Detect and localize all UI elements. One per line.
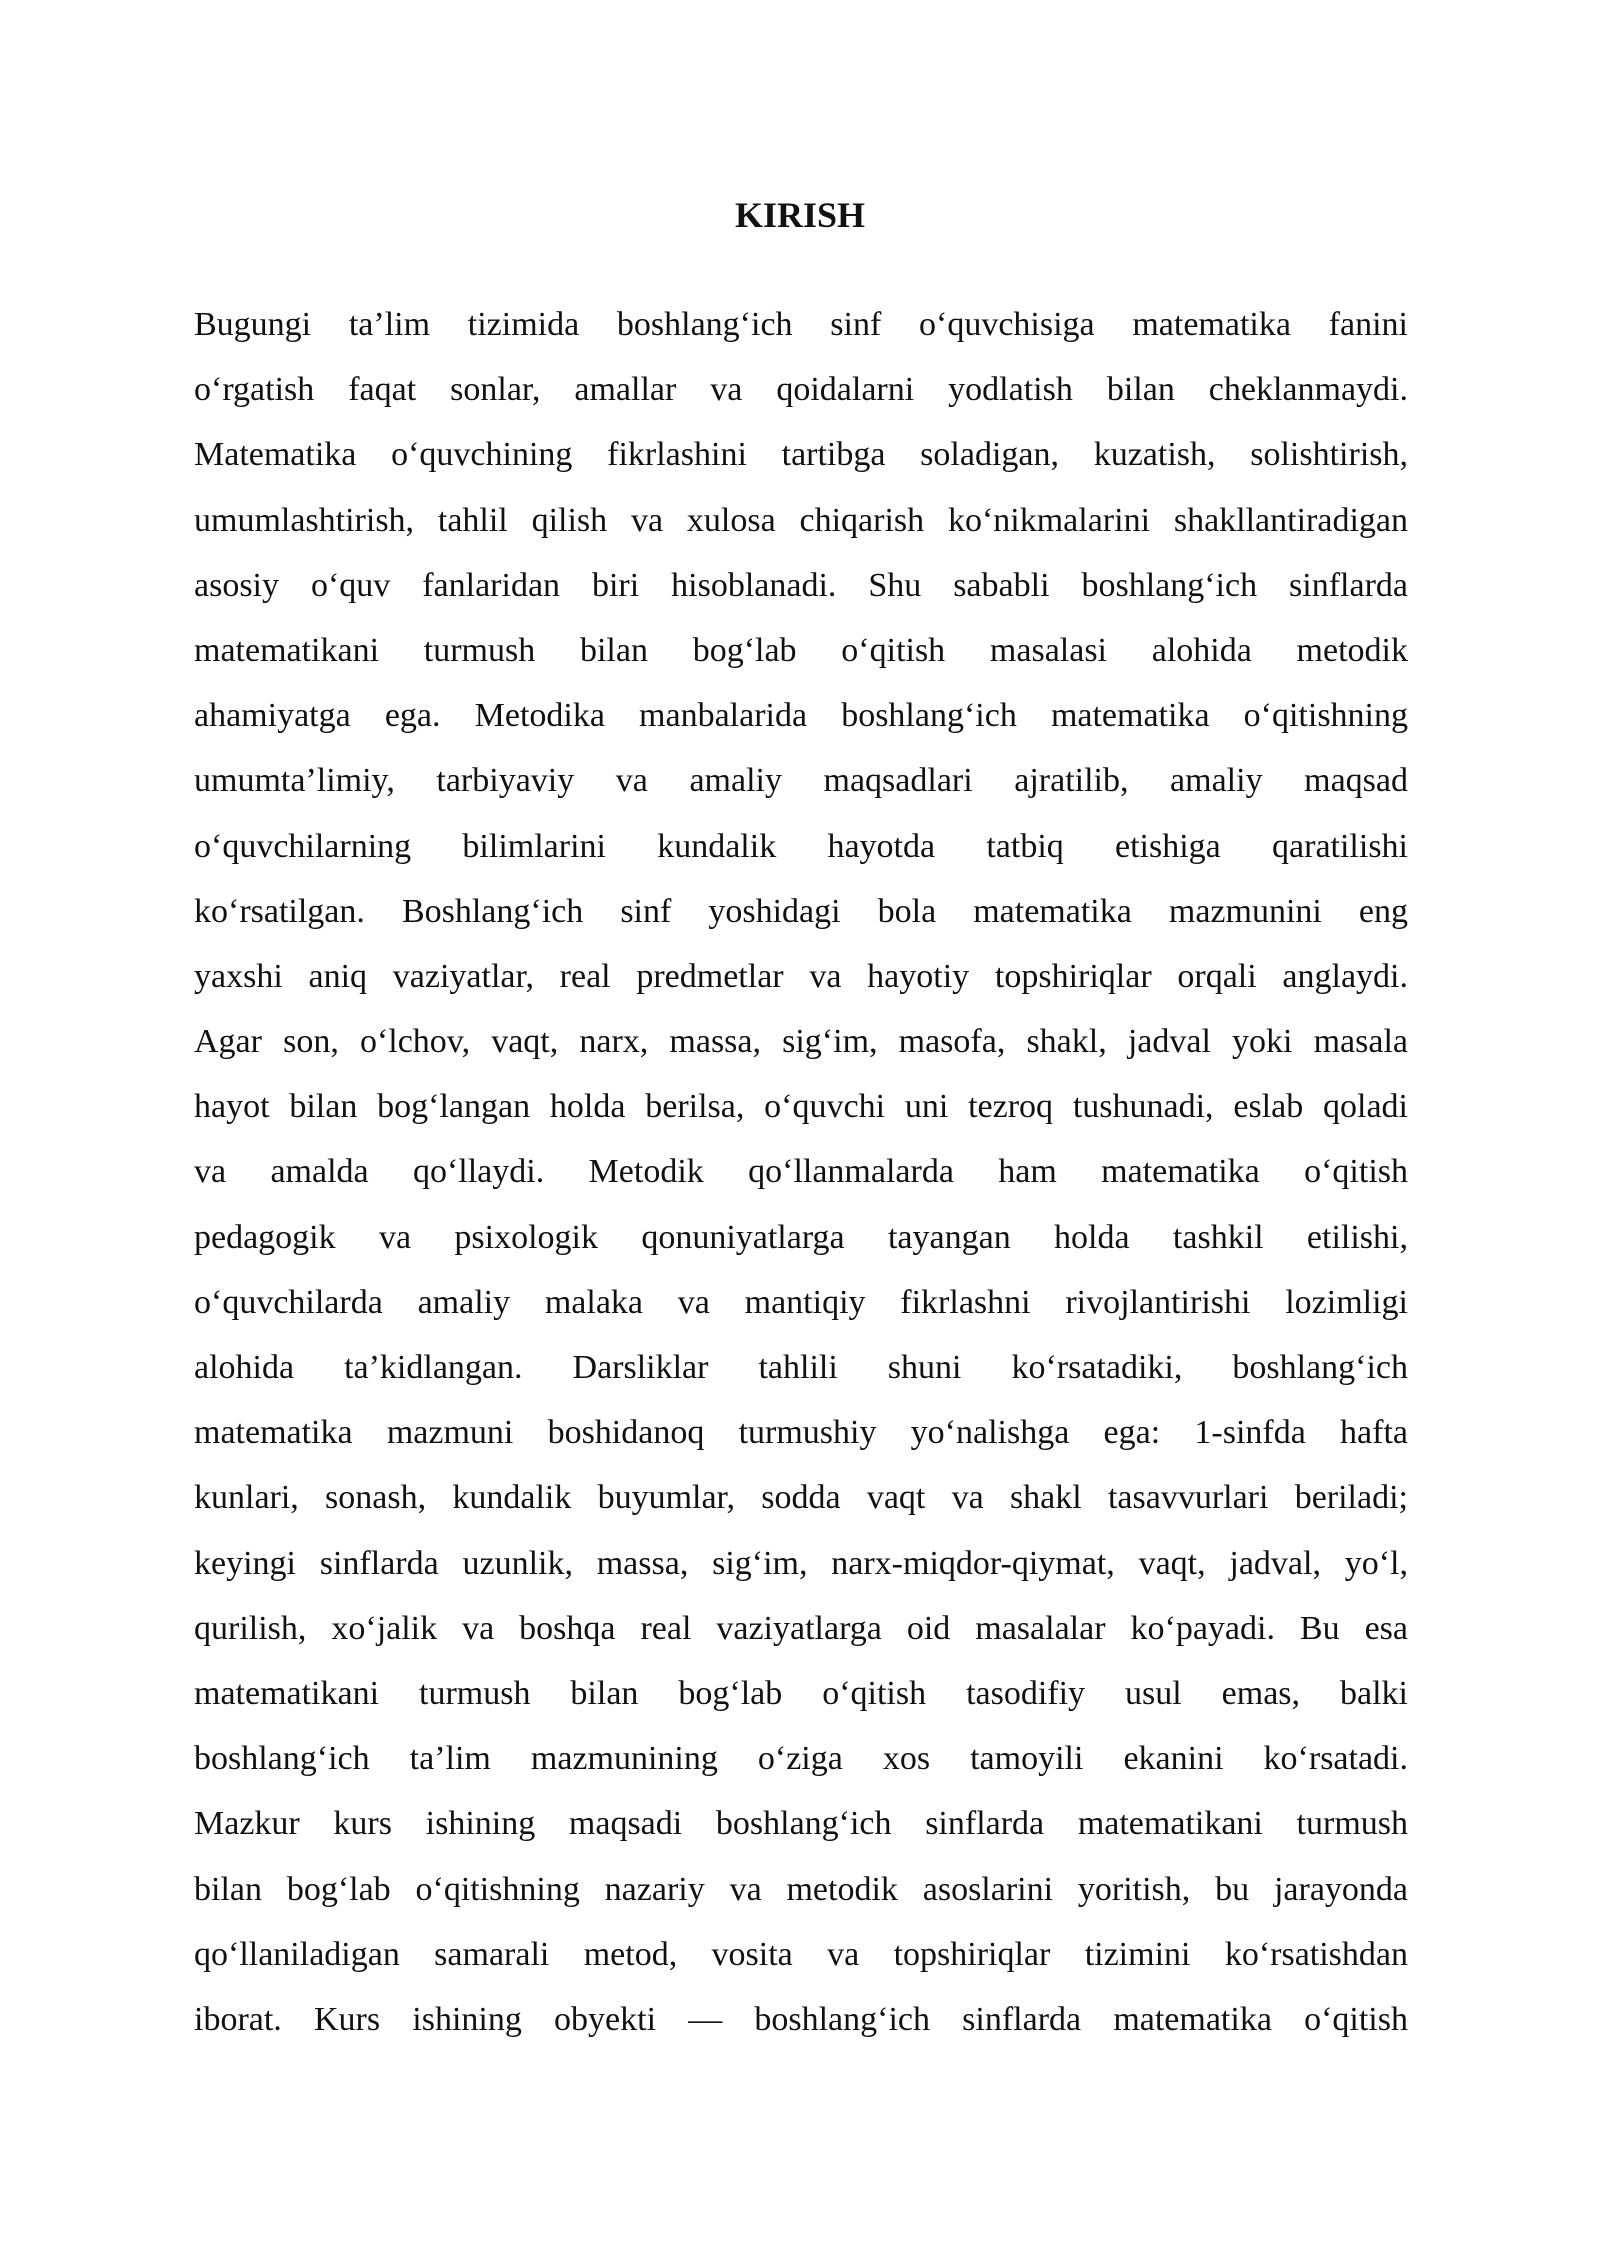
text-line: boshlang‘ich ta’lim mazmunining o‘ziga xos tamoyili ekanini ko‘rsatadi.	[194, 1740, 1408, 1778]
text-line: yaxshi aniq vaziyatlar, real predmetlar va hayotiy topshiriqlar orqali anglaydi.	[194, 957, 1408, 995]
text-line: Matematika o‘quvchining fikrlashini tartibga soladigan, kuzatish, solishtirish,	[194, 436, 1408, 474]
text-line: Mazkur kurs ishining maqsadi boshlang‘ich sinflarda matematikani turmush	[194, 1805, 1408, 1843]
text-line: iborat. Kurs ishining obyekti — boshlang‘ich sinflarda matematika o‘qitish	[194, 2000, 1408, 2038]
text-line: matematikani turmush bilan bog‘lab o‘qitish masalasi alohida metodik	[194, 631, 1408, 669]
text-line: umumlashtirish, tahlil qilish va xulosa chiqarish ko‘nikmalarini shakllantiradigan	[194, 501, 1408, 539]
text-line: qurilish, xo‘jalik va boshqa real vaziyatlarga oid masalalar ko‘payadi. Bu esa	[194, 1609, 1408, 1647]
text-line: alohida ta’kidlangan. Darsliklar tahlili shuni ko‘rsatadiki, boshlang‘ich	[194, 1349, 1408, 1386]
text-line: o‘quvchilarda amaliy malaka va mantiqiy fikrlashni rivojlantirishi lozimligi	[194, 1283, 1408, 1321]
text-line: ahamiyatga ega. Metodika manbalarida boshlang‘ich matematika o‘qitishning	[194, 697, 1408, 735]
text-line: qo‘llaniladigan samarali metod, vosita va topshiriqlar tizimini ko‘rsatishdan	[194, 1935, 1408, 1973]
text-line: matematika mazmuni boshidanoq turmushiy yo‘nalishga ega: 1-sinfda hafta	[194, 1414, 1408, 1452]
text-line: ko‘rsatilgan. Boshlang‘ich sinf yoshidagi bola matematika mazmunini eng	[194, 892, 1408, 930]
page-title: KIRISH	[734, 195, 866, 235]
text-line: Bugungi ta’lim tizimida boshlang‘ich sinf o‘quvchisiga matematika fanini	[194, 306, 1408, 343]
text-line: va amalda qo‘llaydi. Metodik qo‘llanmalarda ham matematika o‘qitish	[194, 1153, 1408, 1191]
text-line: bilan bog‘lab o‘qitishning nazariy va metodik asoslarini yoritish, bu jarayonda	[194, 1870, 1408, 1908]
text-line: pedagogik va psixologik qonuniyatlarga tayangan holda tashkil etilishi,	[194, 1218, 1408, 1256]
text-line: keyingi sinflarda uzunlik, massa, sig‘im, narx-miqdor-qiymat, vaqt, jadval, yo‘l,	[194, 1544, 1408, 1582]
text-line: asosiy o‘quv fanlaridan biri hisoblanadi. Shu sababli boshlang‘ich sinflarda	[194, 566, 1408, 604]
text-line: o‘rgatish faqat sonlar, amallar va qoidalarni yodlatish bilan cheklanmaydi.	[194, 371, 1408, 409]
text-line: umumta’limiy, tarbiyaviy va amaliy maqsadlari ajratilib, amaliy maqsad	[194, 762, 1408, 800]
text-line: hayot bilan bog‘langan holda berilsa, o‘quvchi uni tezroq tushunadi, eslab qoladi	[194, 1088, 1408, 1126]
text-line: Agar son, o‘lchov, vaqt, narx, massa, sig‘im, masofa, shakl, jadval yoki masala	[194, 1023, 1408, 1061]
text-line: o‘quvchilarning bilimlarini kundalik hayotda tatbiq etishiga qaratilishi	[194, 827, 1408, 865]
body-paragraph	[194, 292, 1408, 2052]
text-line: matematikani turmush bilan bog‘lab o‘qitish tasodifiy usul emas, balki	[194, 1674, 1408, 1712]
text-line: kunlari, sonash, kundalik buyumlar, sodda vaqt va shakl tasavvurlari beriladi;	[194, 1479, 1408, 1517]
